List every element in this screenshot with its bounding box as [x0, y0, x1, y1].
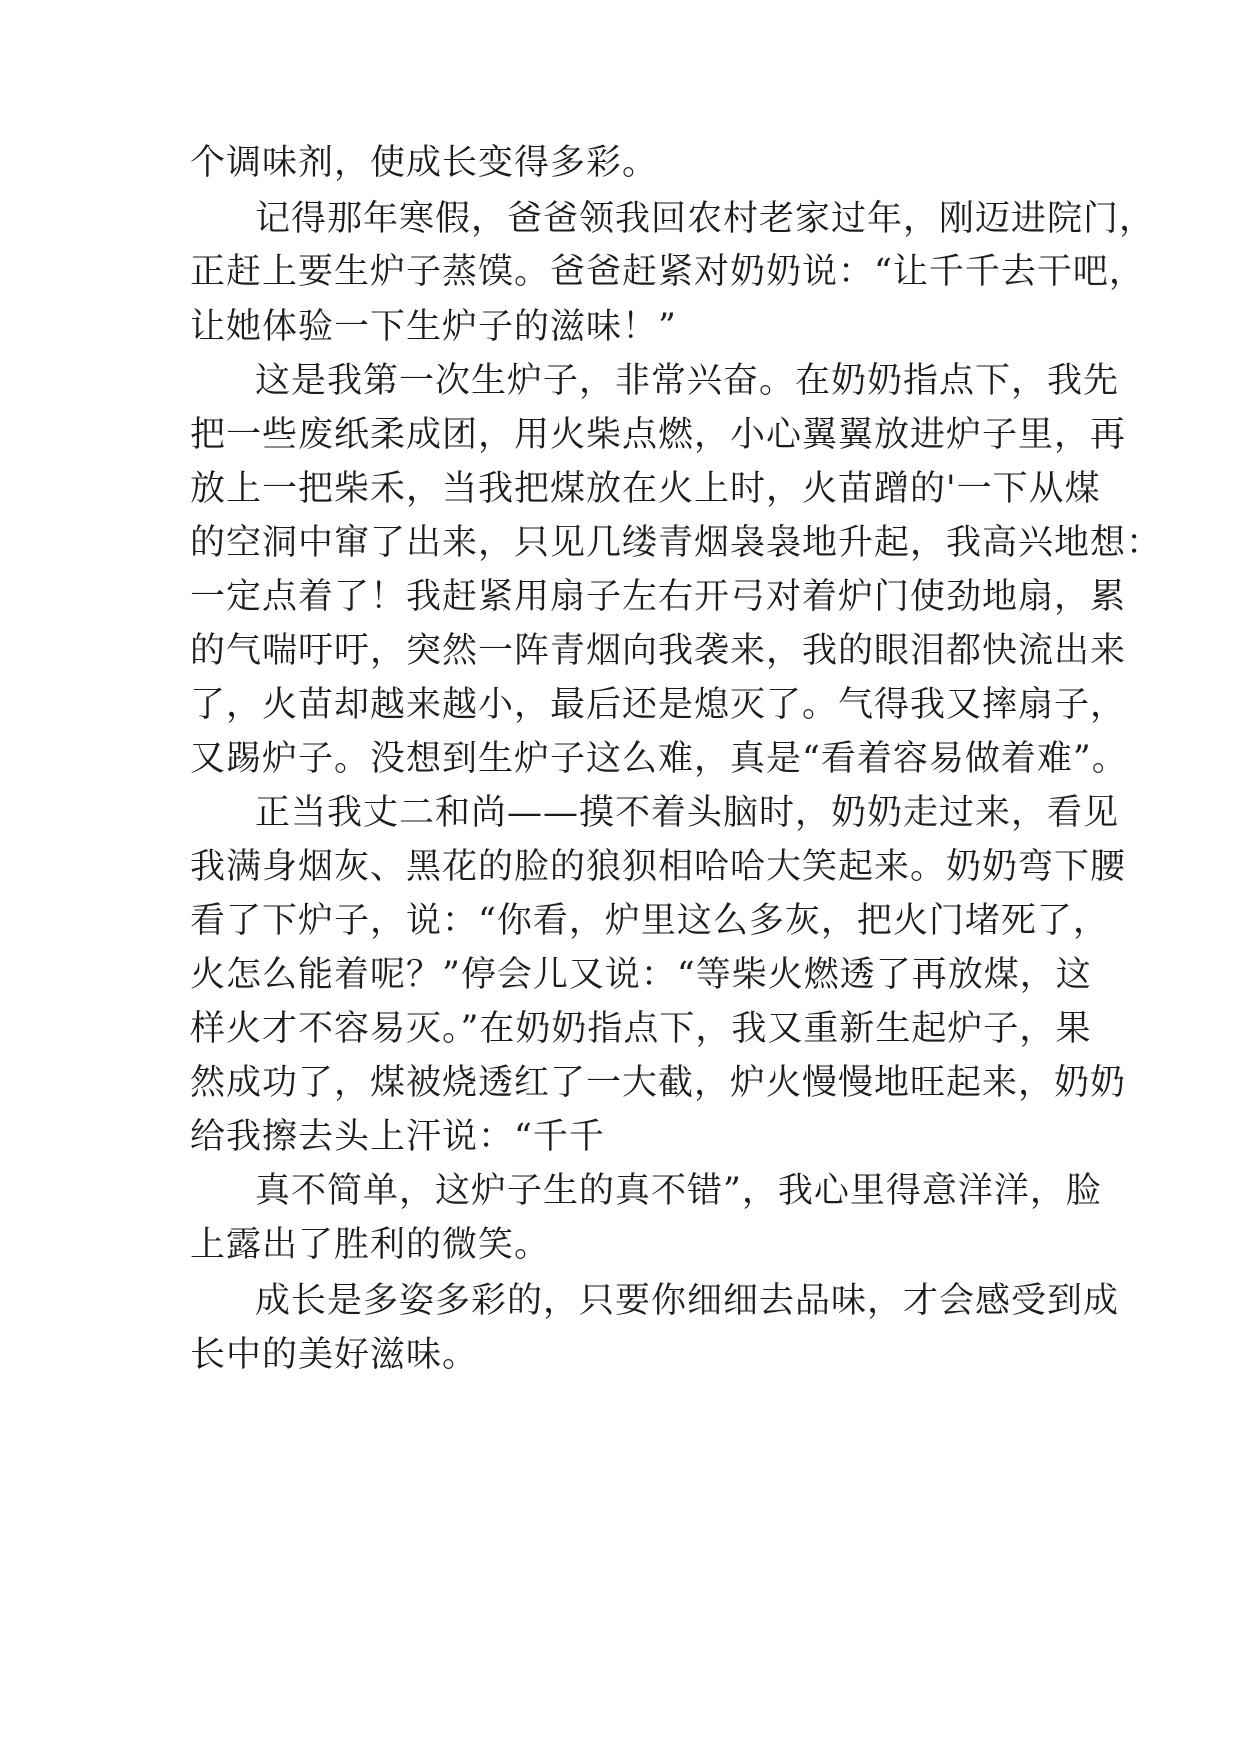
text-line: 的空洞中窜了出来，只见几缕青烟袅袅地升起，我高兴地想： [190, 523, 1163, 563]
text-line: 正当我丈二和尚——摸不着头脑时，奶奶走过来，看见 [255, 793, 1120, 833]
text-line: 让她体验一下生炉子的滋味！” [190, 307, 677, 347]
text-line: 把一些废纸柔成团，用火柴点燃，小心翼翼放进炉子里，再 [190, 415, 1127, 455]
text-line: 火怎么能着呢？”停会儿又说：“等柴火燃透了再放煤，这 [190, 955, 1092, 995]
text-line: 真不简单，这炉子生的真不错”，我心里得意洋洋，脸 [255, 1171, 1102, 1211]
text-line: 样火才不容易灭。”在奶奶指点下，我又重新生起炉子，果 [190, 1009, 1092, 1049]
text-line: 一定点着了！我赶紧用扇子左右开弓对着炉门使劲地扇，累 [190, 577, 1127, 617]
text-line: 给我擦去头上汗说：“千千 [190, 1117, 605, 1157]
text-line: 我满身烟灰、黑花的脸的狼狈相哈哈大笑起来。奶奶弯下腰 [190, 847, 1127, 887]
text-line: 放上一把柴禾，当我把煤放在火上时，火苗蹭的'一下从煤 [190, 469, 1101, 509]
text-line: 上露出了胜利的微笑。 [190, 1225, 551, 1265]
text-line: 成长是多姿多彩的，只要你细细去品味，才会感受到成 [255, 1281, 1120, 1321]
text-line: 然成功了，煤被烧透红了一大截，炉火慢慢地旺起来，奶奶 [190, 1063, 1127, 1103]
text-line: 这是我第一次生炉子，非常兴奋。在奶奶指点下，我先 [255, 361, 1120, 401]
text-line: 了，火苗却越来越小，最后还是熄灭了。气得我又摔扇子， [190, 685, 1127, 725]
text-line: 看了下炉子，说：“你看，炉里这么多灰，把火门堵死了， [190, 901, 1109, 941]
text-line: 又踢炉子。没想到生炉子这么难，真是“看着容易做着难”。 [190, 739, 1128, 779]
text-line: 记得那年寒假，爸爸领我回农村老家过年，刚迈进院门， [255, 199, 1156, 239]
text-line: 长中的美好滋味。 [190, 1335, 479, 1375]
text-line: 的气喘吁吁，突然一阵青烟向我袭来，我的眼泪都快流出来 [190, 631, 1127, 671]
text-line: 个调味剂，使成长变得多彩。 [190, 143, 659, 183]
text-line: 正赶上要生炉子蒸馍。爸爸赶紧对奶奶说：“让千千去干吧， [190, 252, 1145, 292]
